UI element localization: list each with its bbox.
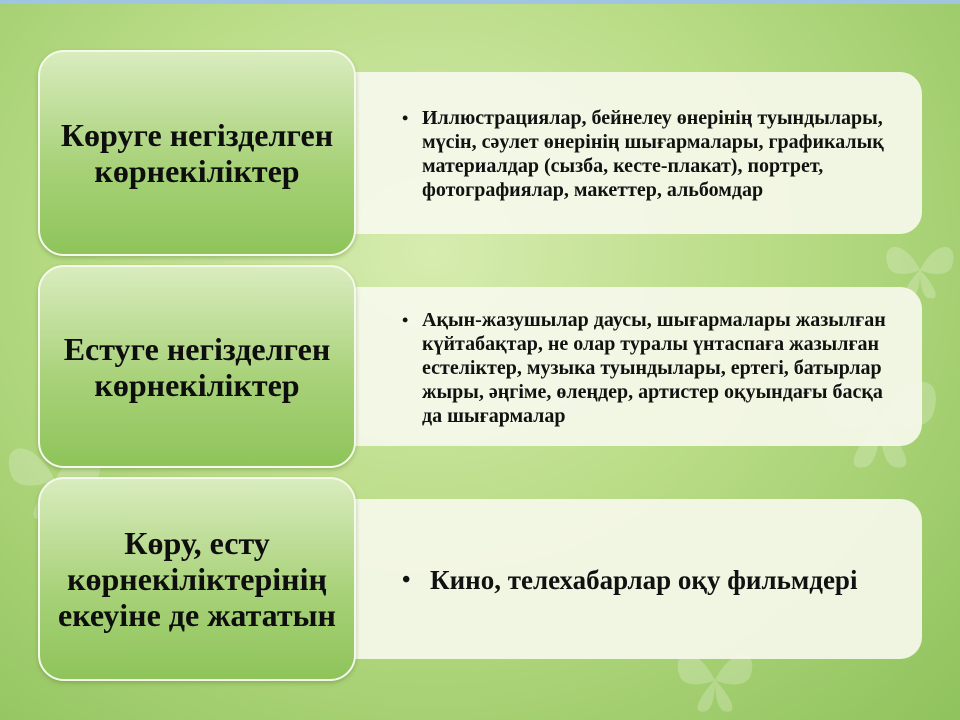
category-box bbox=[38, 50, 356, 256]
bullet: • bbox=[402, 567, 411, 593]
description-text: Кино, телехабарлар оқу фильмдері bbox=[430, 565, 858, 595]
description-list bbox=[402, 565, 857, 595]
row-audio bbox=[38, 265, 922, 468]
bullet: • bbox=[402, 309, 409, 330]
description-list bbox=[402, 106, 900, 202]
list-item bbox=[402, 565, 857, 595]
description-box bbox=[338, 72, 922, 234]
description-box bbox=[338, 287, 922, 446]
description-box bbox=[338, 499, 922, 659]
bullet: • bbox=[402, 108, 409, 128]
category-title: Көру, есту көрнекіліктерінің екеуіне де жататын bbox=[58, 525, 336, 633]
description-text: Ақын-жазушылар даусы, шығармалары жазылған күйтабақтар, не олар туралы үнтаспаға жазылған естеліктер, музыка туындылары, ертегі, батырлар жыры, әңгіме, өлеңдер, артистер оқуындағы басқа да шығармалар bbox=[422, 308, 886, 427]
list-item bbox=[402, 106, 900, 202]
row-audiovisual bbox=[38, 477, 922, 681]
category-box bbox=[38, 265, 356, 468]
description-text: Иллюстрациялар, бейнелеу өнерінің туындылары, мүсін, сәулет өнерінің шығармалары, графикалық материалдар (сызба, кесте-плакат), портрет, фотографиялар, макеттер, альбомдар bbox=[422, 107, 884, 201]
category-box bbox=[38, 477, 356, 681]
list-item bbox=[402, 308, 900, 428]
category-title: Естуге негізделген көрнекіліктер bbox=[63, 330, 331, 403]
top-border bbox=[0, 0, 960, 4]
description-list bbox=[402, 308, 900, 428]
category-title: Көруге негізделген көрнекіліктер bbox=[60, 117, 334, 189]
row-visual bbox=[38, 50, 922, 256]
